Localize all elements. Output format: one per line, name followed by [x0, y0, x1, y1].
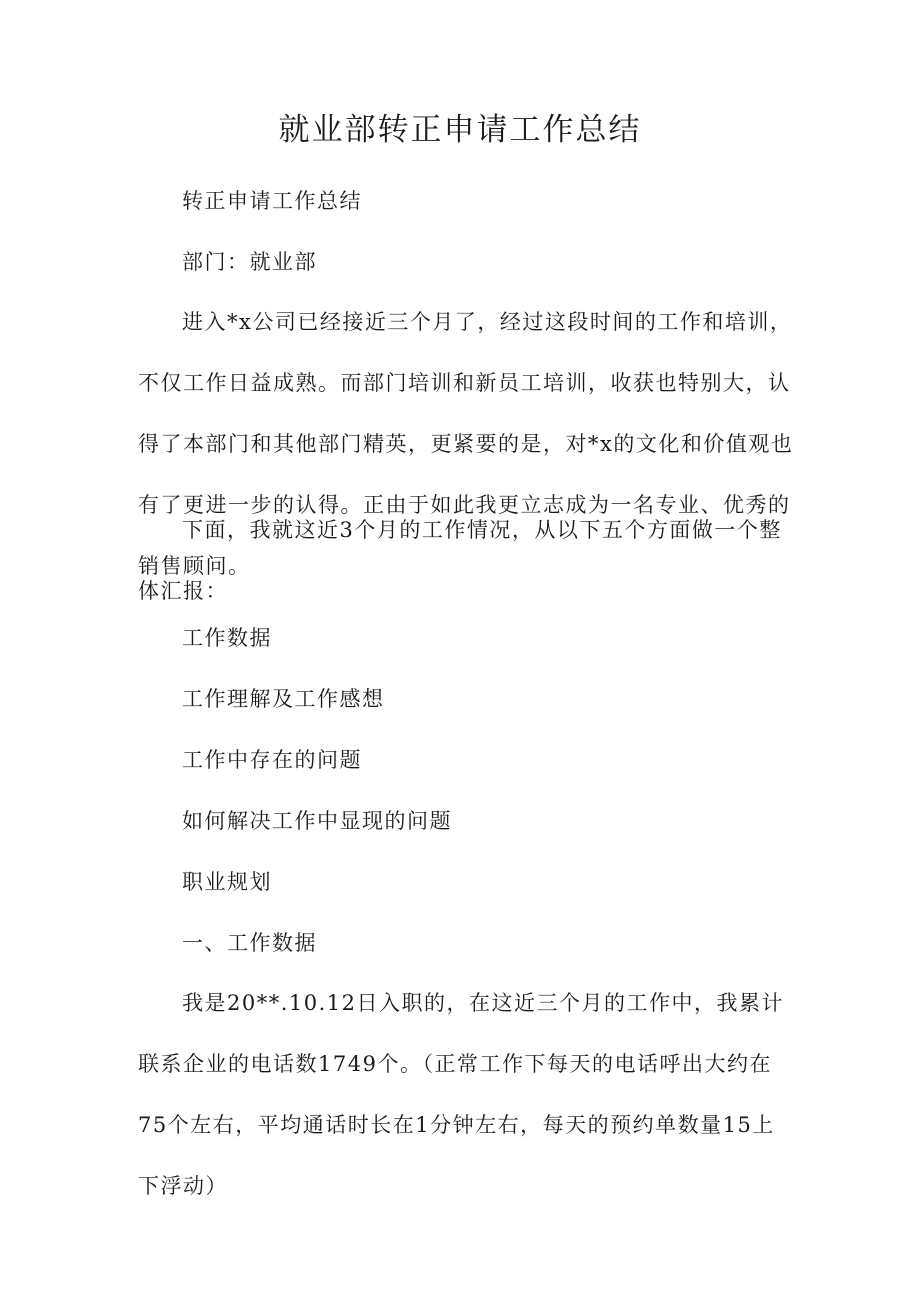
document-title: 就业部转正申请工作总结 — [278, 112, 642, 148]
summary-intro-paragraph: 下面，我就这近3个月的工作情况，从以下五个方面做一个整体汇报： — [138, 518, 782, 603]
department-line: 部门：就业部 — [182, 250, 317, 274]
outline-item-3: 工作中存在的问题 — [182, 748, 362, 772]
outline-item-1: 工作数据 — [182, 626, 272, 650]
section-1-paragraph: 我是20**.10.12日入职的，在这近三个月的工作中，我累计联系企业的电话数1749个。（正常工作下每天的电话呼出大约在75个左右，平均通话时长在1分钟左右，每天的预约单数量15上下浮动） — [138, 991, 785, 1198]
outline-item-2: 工作理解及工作感想 — [182, 687, 385, 711]
outline-item-5: 职业规划 — [182, 870, 272, 894]
section-1-heading: 一、工作数据 — [182, 931, 317, 955]
outline-item-4: 如何解决工作中显现的问题 — [182, 809, 452, 833]
intro-paragraph: 进入*x公司已经接近三个月了，经过这段时间的工作和培训，不仅工作日益成熟。而部门培训和新员工培训，收获也特别大，认得了本部门和其他部门精英，更紧要的是，对*x的文化和价值观也有了更进一步的认得。正由于如此我更立志成为一名专业、优秀的销售顾问。 — [138, 310, 794, 578]
document-subtitle: 转正申请工作总结 — [182, 189, 362, 213]
